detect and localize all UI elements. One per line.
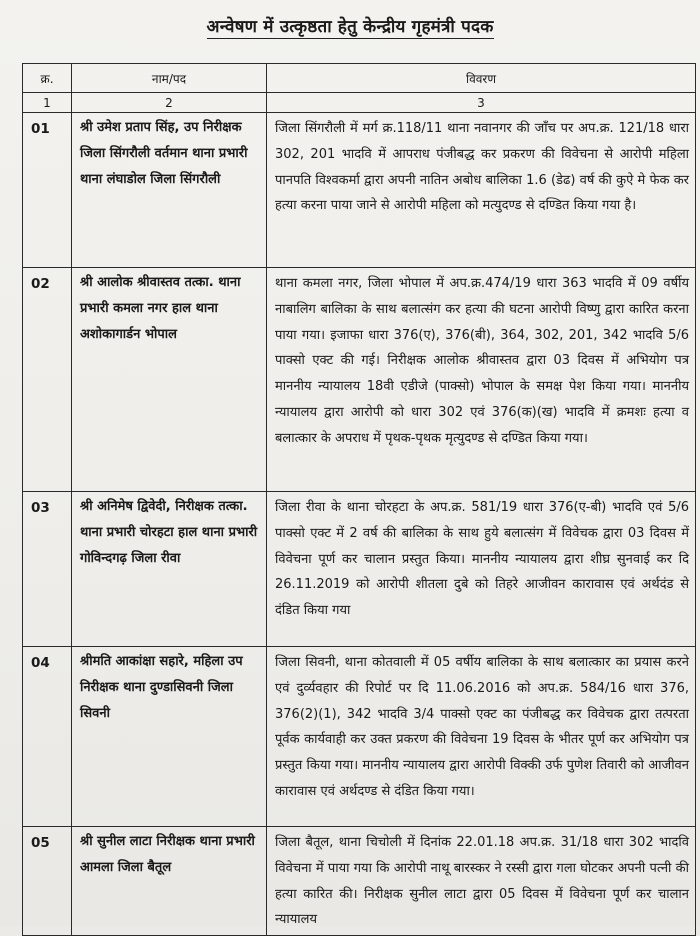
row-sno: 02: [23, 268, 72, 492]
row-details: जिला सिवनी, थाना कोतवाली में 05 वर्षीय बालिका के साथ बलात्कार का प्रयास करने एवं दुर्व्यवहार की रिपोर्ट पर दि 11.06.2016 को अप.क्र. 584/16 धारा 376, 376(2)(1), 342 भादवि 3/4 पाक्सो एक्ट का पंजीबद्ध कर विवेचक द्वारा तत्परता पूर्वक कार्यवाही कर उक्त प्रकरण की विवेचना 19 दिवस के भीतर पूर्ण कर अभियोग पत्र प्रस्तुत किया गया। माननीय न्यायालय द्वारा आरोपी विक्की उर्फ पुणेश तिवारी को आजीवन कारावास एवं अर्थदण्ड से दंडित किया गया।: [267, 647, 696, 827]
table-row: [23, 492, 696, 647]
row-name: श्री सुनील लाटा निरीक्षक थाना प्रभारी आमला जिला बैतूल: [72, 827, 267, 936]
row-sno: 05: [23, 827, 72, 936]
awards-table: [22, 63, 696, 936]
row-sno: 03: [23, 492, 72, 647]
row-name: श्री उमेश प्रताप सिंह, उप निरीक्षक जिला सिंगरौली वर्तमान थाना प्रभारी थाना लंघाडोल जिला सिंगरौली: [72, 113, 267, 268]
row-details: जिला रीवा के थाना चोरहटा के अप.क्र. 581/19 धारा 376(ए-बी) भादवि एवं 5/6 पाक्सो एक्ट में 2 वर्ष की बालिका के साथ हुये बलात्संग में विवेचक द्वारा 03 दिवस में विवेचना पूर्ण कर चालान प्रस्तुत किया। माननीय न्यायालय द्वारा शीघ्र सुनवाई कर दि 26.11.2019 को आरोपी शीतला दुबे को तिहरे आजीवन कारावास एवं अर्थदंड से दंडित किया गया: [267, 492, 696, 647]
header-details: विवरण: [267, 64, 696, 93]
column-number-3: 3: [267, 93, 696, 113]
header-name: नाम/पद: [72, 64, 267, 93]
row-details: जिला सिंगरौली में मर्ग क्र.118/11 थाना नवानगर की जाँच पर अप.क्र. 121/18 धारा 302, 201 भादवि में आपराध पंजीबद्ध कर प्रकरण की विवेचना से आरोपी महिला पानपति विश्वकर्मा द्वारा अपनी नातिन अबोध बालिका 1.6 (डेढ) वर्ष की कुऐ मे फेक कर हत्या करना पाया जाने से आरोपी महिला को मत्युदण्ड से दण्डित किया गया है।: [267, 113, 696, 268]
column-number-2: 2: [72, 93, 267, 113]
row-name: श्रीमति आकांक्षा सहारे, महिला उप निरीक्षक थाना दुण्डासिवनी जिला सिवनी: [72, 647, 267, 827]
table-row: [23, 647, 696, 827]
row-name: श्री अनिमेष द्विवेदी, निरीक्षक तत्का. थाना प्रभारी चोरहटा हाल थाना प्रभारी गोविन्दगढ़ जिला रीवा: [72, 492, 267, 647]
table-row: [23, 827, 696, 936]
column-number-1: 1: [23, 93, 72, 113]
row-sno: 04: [23, 647, 72, 827]
table-row: [23, 268, 696, 492]
header-row: [23, 64, 696, 93]
page-title: अन्वेषण में उत्कृष्ठता हेतु केन्द्रीय गृहमंत्री पदक: [206, 17, 494, 37]
table-row: [23, 113, 696, 268]
header-sno: क्र.: [23, 64, 72, 93]
row-details: जिला बैतूल, थाना चिचोली में दिनांक 22.01.18 अप.क्र. 31/18 धारा 302 भादवि विवेचना में पाया गया कि आरोपी नाथू बारस्कर ने रस्सी द्वारा गला घोटकर अपनी पत्नी की हत्या कारित की। निरीक्षक सुनील लाटा द्वारा 05 दिवस में विवेचना पूर्ण कर चालान न्यायालय: [267, 827, 696, 936]
row-name: श्री आलोक श्रीवास्तव तत्का. थाना प्रभारी कमला नगर हाल थाना अशोकागार्डन भोपाल: [72, 268, 267, 492]
column-number-row: [23, 93, 696, 113]
row-details: थाना कमला नगर, जिला भोपाल में अप.क्र.474/19 धारा 363 भादवि में 09 वर्षीय नाबालिग बालिका के साथ बलात्संग कर हत्या की घटना आरोपी विष्णु द्वारा कारित करना पाया गया। इजाफा धारा 376(ए), 376(बी), 364, 302, 201, 342 भादवि 5/6 पाक्सो एक्ट की गई। निरीक्षक आलोक श्रीवास्तव द्वारा 03 दिवस में अभियोग पत्र माननीय न्यायालय 18वी एडीजे (पाक्सो) भोपाल के समक्ष पेश किया गया। माननीय न्यायालय द्वारा आरोपी को धारा 302 एवं 376(क)(ख) भादवि में क्रमशः हत्या व बलात्कार के अपराध में पृथक-पृथक मृत्युदण्ड से दण्डित किया गया।: [267, 268, 696, 492]
row-sno: 01: [23, 113, 72, 268]
